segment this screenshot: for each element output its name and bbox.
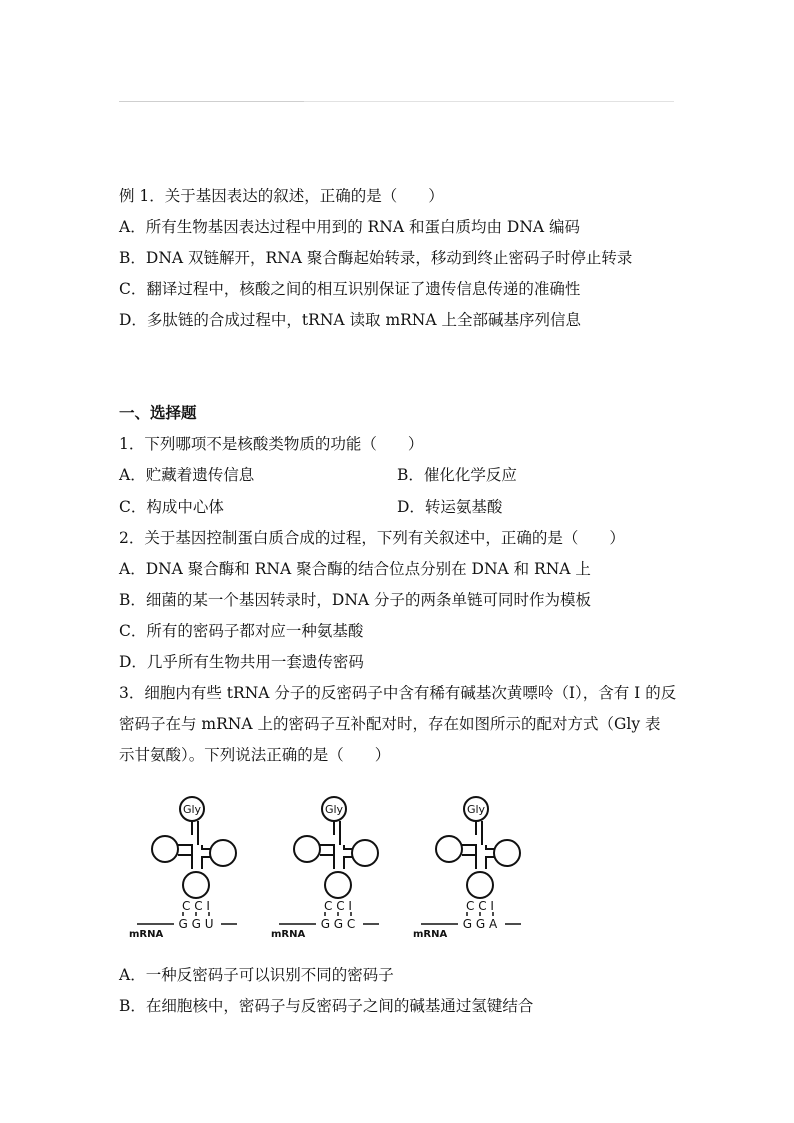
anticodon-loop (183, 872, 209, 898)
q1-option-c: C．构成中心体 (119, 498, 224, 516)
q3-stem-line-1: 3．细胞内有些 tRNA 分子的反密码子中含有稀有碱基次黄嘌呤（I），含有 I 的反 (119, 684, 677, 702)
anticodon-label: C C I (466, 899, 494, 913)
amino-acid-label: Gly (466, 803, 486, 816)
anticodon-label: C C I (324, 899, 352, 913)
trna-diagram-3 (413, 797, 521, 940)
anticodon-loop (467, 872, 493, 898)
right-loop (352, 840, 378, 866)
q3-stem-line-3: 示甘氨酸）。下列说法正确的是（ ） (119, 746, 391, 764)
mrna-label: mRNA (129, 929, 164, 940)
mrna-label: mRNA (271, 929, 306, 940)
example-1-option-d: D．多肽链的合成过程中，tRNA 读取 mRNA 上全部碱基序列信息 (119, 311, 581, 329)
q1-stem: 1．下列哪项不是核酸类物质的功能（ ） (119, 435, 424, 453)
amino-acid-label: Gly (182, 803, 202, 816)
q2-option-a: A．DNA 聚合酶和 RNA 聚合酶的结合位点分别在 DNA 和 RNA 上 (119, 560, 591, 578)
q1-option-b: B．催化化学反应 (397, 466, 517, 484)
anticodon-loop (325, 872, 351, 898)
q2-option-b: B．细菌的某一个基因转录时，DNA 分子的两条单链可同时作为模板 (119, 591, 592, 609)
q3-option-a: A．一种反密码子可以识别不同的密码子 (119, 966, 394, 984)
left-loop (294, 836, 320, 862)
header-rule (119, 101, 304, 102)
trna-diagram-1 (129, 797, 237, 940)
codon-label: G G A (462, 917, 498, 931)
trna-diagram-2 (271, 797, 379, 940)
example-1-option-c: C．翻译过程中，核酸之间的相互识别保证了遗传信息传递的准确性 (119, 280, 581, 298)
example-1-option-a: A．所有生物基因表达过程中用到的 RNA 和蛋白质均由 DNA 编码 (119, 218, 581, 236)
left-loop (436, 836, 462, 862)
amino-acid-label: Gly (324, 803, 344, 816)
example-1-option-b: B．DNA 双链解开，RNA 聚合酶起始转录，移动到终止密码子时停止转录 (119, 249, 633, 267)
q1-option-d: D．转运氨基酸 (397, 498, 503, 516)
q3-stem-line-2: 密码子在与 mRNA 上的密码子互补配对时，存在如图所示的配对方式（Gly 表 (119, 715, 661, 733)
q1-option-a: A．贮藏着遗传信息 (119, 466, 255, 484)
left-loop (152, 836, 178, 862)
q2-stem: 2．关于基因控制蛋白质合成的过程，下列有关叙述中，正确的是（ ） (119, 529, 625, 547)
q2-option-c: C．所有的密码子都对应一种氨基酸 (119, 622, 364, 640)
right-loop (494, 840, 520, 866)
right-loop (210, 840, 236, 866)
section-title: 一、选择题 (119, 403, 197, 422)
mrna-label: mRNA (413, 929, 448, 940)
header-rule-right (304, 101, 674, 102)
q2-option-d: D．几乎所有生物共用一套遗传密码 (119, 653, 364, 671)
anticodon-label: C C I (182, 899, 210, 913)
codon-label: G G C (320, 917, 356, 931)
trna-pairing-figure (125, 793, 545, 943)
q3-option-b: B．在细胞核中，密码子与反密码子之间的碱基通过氢键结合 (119, 997, 534, 1015)
example-1-stem: 例 1．关于基因表达的叙述，正确的是（ ） (119, 187, 444, 205)
codon-label: G G U (178, 917, 214, 931)
